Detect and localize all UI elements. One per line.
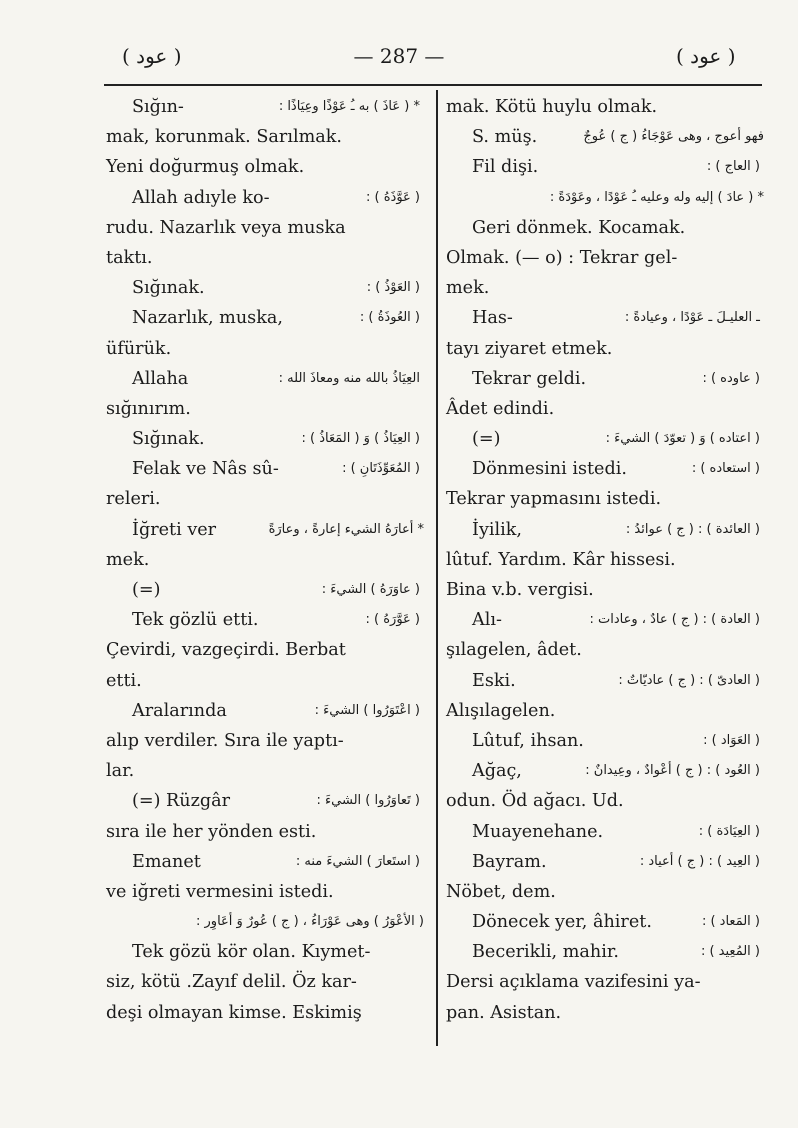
arabic-headword: ( عَوَّذَهُ ) : [366,189,420,205]
arabic-headword: ( الأعْوَرُ ) وهى عَوْرَاءُ ، ( ج ) عُورٌ وَ أعَاوِر : [196,914,424,930]
entry-line [446,364,764,394]
arabic-headword: ( العادة ) : ( ج ) عادٌ ، وعادات : [589,612,760,628]
arabic-headword: ( استعاده ) : [691,461,760,477]
entry-line [446,786,764,816]
entry-line [446,183,764,213]
turkish-text: S. müş. [472,127,538,148]
entry-line [446,424,764,454]
entry-line [446,152,764,182]
turkish-text: Sığınak. [132,278,205,299]
page-number: — 287 — [353,44,445,68]
entry-line [446,122,764,152]
entry-line [446,847,764,877]
turkish-text: mak, korunmak. Sarılmak. [106,127,342,148]
entry-line [106,273,424,303]
entry-line [106,696,424,726]
turkish-text: (=) Rüzgâr [132,791,231,812]
entry-line [106,907,424,937]
arabic-headword: ( عاوده ) : [702,370,760,386]
turkish-text: Bayram. [472,851,547,872]
entry-line [106,484,424,514]
entry-line [106,213,424,243]
entry-line [446,666,764,696]
entry-line [446,605,764,635]
entry-line [446,334,764,364]
arabic-headword: ( تَعاوَرُوا ) الشيءَ : [316,793,420,809]
turkish-text: tayı ziyaret etmek. [446,338,613,359]
arabic-headword: ( العائدة ) : ( ج ) عوائدُ : [625,521,760,537]
entry-line [446,213,764,243]
entry-line [106,575,424,605]
entry-line [106,877,424,907]
entry-line [446,907,764,937]
turkish-text: alıp verdiler. Sıra ile yaptı- [106,730,344,751]
turkish-text: Allah adıyle ko- [132,187,270,208]
entry-line [446,575,764,605]
entry-line [106,786,424,816]
turkish-text: taktı. [106,247,153,268]
turkish-text: şılagelen, âdet. [446,640,582,661]
entry-line [446,696,764,726]
turkish-text: Fil dişi. [472,157,539,178]
entry-line [106,454,424,484]
entry-line [106,183,424,213]
turkish-text: odun. Öd ağacı. Ud. [446,791,624,812]
arabic-headword: ( عاوَرَهُ ) الشيءَ : [321,582,420,597]
turkish-text: etti. [106,670,142,691]
arabic-headword: ( العَوَاد ) : [703,732,760,748]
turkish-text: Tek gözlü etti. [132,610,259,631]
turkish-text: Eski. [472,670,516,691]
turkish-text: Ağaç, [472,761,522,782]
entry-line [446,243,764,273]
entry-line [106,605,424,635]
arabic-headword: * ( عَاذَ ) به ـُ عَوْذًا وعِيَاذًا : [278,99,420,114]
arabic-headword: ( عَوَّرَهُ ) : [365,612,420,628]
turkish-text: Dönecek yer, âhiret. [472,912,652,933]
turkish-text: Sığınak. [132,429,205,450]
entry-line [106,817,424,847]
right-column [446,92,764,1028]
turkish-text: mek. [106,549,150,570]
turkish-text: Çevirdi, vazgeçirdi. Berbat [106,640,346,661]
turkish-text: Alışılagelen. [446,700,556,721]
turkish-text: siz, kötü .Zayıf delil. Öz kar- [106,972,357,993]
arabic-headword: ( العَوْذُ ) : [366,280,420,296]
header-left-keyword: ( عود ) [122,44,182,68]
left-column [106,92,424,1028]
entry-line [106,303,424,333]
turkish-text: Dersi açıklama vazifesini ya- [446,972,701,993]
arabic-headword: ( العِيَادَة ) : [698,823,760,839]
turkish-text: Yeni doğurmuş olmak. [106,157,305,178]
arabic-headword: ( العُوذَةُ ) : [359,310,420,326]
entry-line [446,303,764,333]
turkish-text: Geri dönmek. Kocamak. [472,217,686,238]
turkish-text: Allaha [132,368,189,389]
turkish-text: İyilik, [472,519,523,540]
turkish-text: deşi olmayan kimse. Eskimiş [106,1002,362,1023]
entry-line [446,92,764,122]
turkish-text: Becerikli, mahir. [472,942,619,963]
turkish-text: Tekrar geldi. [472,368,587,389]
turkish-text: (=) [132,580,161,600]
entry-line [446,817,764,847]
entry-line [106,243,424,273]
entry-line [446,998,764,1028]
entry-line [446,635,764,665]
entry-line [446,515,764,545]
arabic-headword: ( استَعارَ ) الشيءَ منه : [295,853,420,869]
turkish-text: ve iğreti vermesini istedi. [106,881,334,902]
entry-line [106,726,424,756]
turkish-text: (=) [472,429,501,450]
entry-line [106,424,424,454]
entry-line [446,877,764,907]
entry-line [446,726,764,756]
arabic-headword: ( العُود ) : ( ج ) أعْوادٌ ، وعِيدانٌ : [585,763,760,779]
turkish-text: Alı- [472,610,502,631]
arabic-headword: ( المَعاد ) : [701,914,760,930]
entry-line [446,394,764,424]
header-right-keyword: ( عود ) [676,44,736,68]
entry-line [446,273,764,303]
entry-line [106,847,424,877]
arabic-headword: ( العِيد ) : ( ج ) أعياد : [639,853,760,869]
arabic-headword: ( العاج ) : [706,159,760,175]
turkish-text: Nazarlık, muska, [132,308,283,329]
entry-line [106,394,424,424]
turkish-text: mek. [446,278,490,299]
turkish-text: Lûtuf, ihsan. [472,730,584,751]
entry-line [446,545,764,575]
turkish-text: lar. [106,761,135,782]
arabic-headword: * ( عادَ ) إليه وله وعليه ـُ عَوْدًا ، وعَوْدَةً : [549,189,764,205]
entry-line [106,937,424,967]
turkish-text: Tekrar yapmasını istedi. [446,489,662,510]
turkish-text: releri. [106,489,161,510]
column-divider [436,90,438,1046]
turkish-text: Aralarında [132,700,227,721]
turkish-text: İğreti ver [132,519,217,540]
turkish-text: sığınırım. [106,398,191,419]
turkish-text: Olmak. (— o) : Tekrar gel- [446,247,678,268]
turkish-text: Muayenehane. [472,821,604,842]
turkish-text: Âdet edindi. [446,398,555,419]
arabic-headword: ( المُعِيد ) : [700,944,760,960]
entry-line [106,998,424,1028]
arabic-headword: العِيَاذُ بالله منه ومعاذَ الله : [278,370,420,386]
turkish-text: sıra ile her yönden esti. [106,821,317,842]
arabic-headword: ( اعتاده ) وَ ( تعوّدَ ) الشيءَ : [605,431,760,447]
turkish-text: rudu. Nazarlık veya muska [106,217,346,238]
turkish-text: Nöbet, dem. [446,881,556,902]
turkish-text: lûtuf. Yardım. Kâr hissesi. [446,549,676,570]
arabic-headword: ( اعْتَوَرُوا ) الشيءَ : [314,702,420,718]
arabic-headword: فهو أعوج ، وهى عَوْجَاءُ ( ج ) عُوجٌ [583,129,764,145]
entry-line [446,484,764,514]
entry-line [106,545,424,575]
turkish-text: Emanet [132,851,201,872]
turkish-text: Felak ve Nâs sû- [132,459,279,480]
turkish-text: Bina v.b. vergisi. [446,580,594,600]
turkish-text: Dönmesini istedi. [472,459,627,480]
turkish-text: mak. Kötü huylu olmak. [446,97,658,117]
entry-line [446,967,764,997]
entry-line [446,937,764,967]
entry-line [106,666,424,696]
arabic-headword: ـ العليـلَ ـ عَوْدًا ، وعيادةً : [624,310,760,326]
turkish-text: üfürük. [106,338,172,359]
turkish-text: Tek gözü kör olan. Kıymet- [132,942,371,963]
entry-line [106,122,424,152]
header-rule [104,84,762,86]
turkish-text: Has- [472,308,513,329]
entry-line [106,756,424,786]
turkish-text: pan. Asistan. [446,1002,562,1023]
turkish-text: Sığın- [132,97,184,117]
entry-line [106,364,424,394]
entry-line [106,152,424,182]
entry-line [446,454,764,484]
arabic-headword: * أعارَهُ الشيء إعارةً ، وعارَةً [268,521,424,537]
arabic-headword: ( العِيَاذُ ) وَ ( المَعَاذُ ) : [301,431,420,447]
arabic-headword: ( العادىّ ) : ( ج ) عاديّاتٌ : [618,672,760,688]
entry-line [106,92,424,122]
entry-line [106,967,424,997]
entry-line [106,334,424,364]
entry-line [106,635,424,665]
entry-line [446,756,764,786]
arabic-headword: ( المُعَوِّذَتَانِ ) : [342,461,420,477]
entry-line [106,515,424,545]
